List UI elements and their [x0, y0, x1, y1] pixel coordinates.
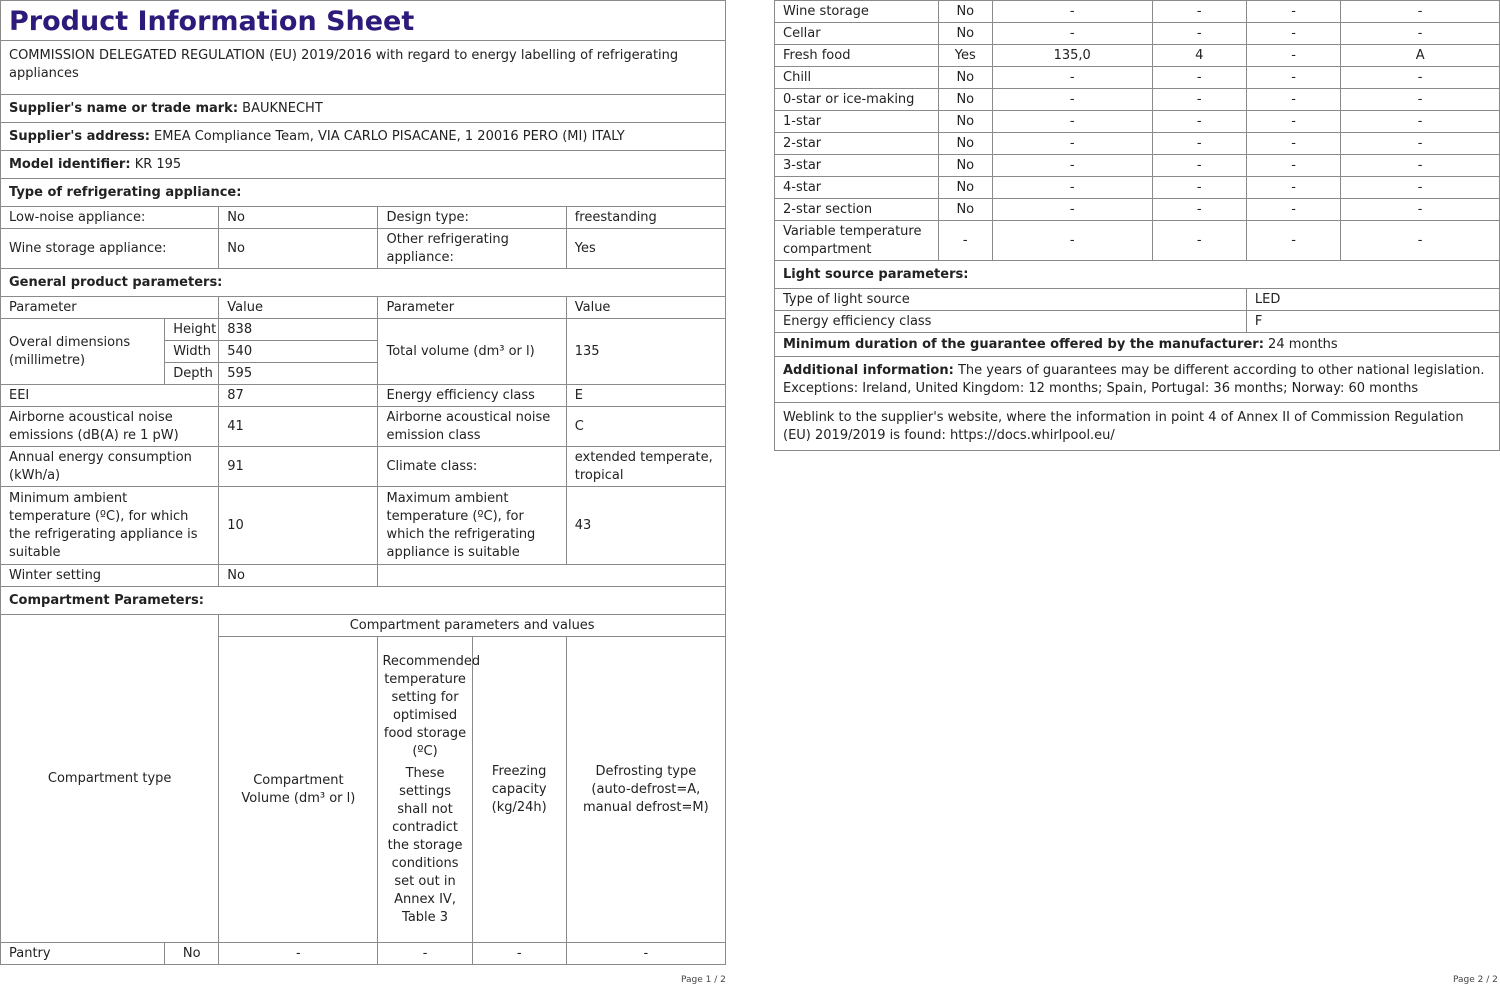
compartment-volume: -	[992, 111, 1152, 133]
sheet-title: Product Information Sheet	[1, 1, 726, 41]
wine-storage-label: Wine storage appliance:	[1, 229, 219, 269]
height-value: 838	[219, 319, 378, 341]
compartment-temp: -	[1152, 221, 1246, 261]
compartment-freezing: -	[1246, 45, 1340, 67]
pantry-present: No	[165, 943, 219, 965]
eei-value: 87	[219, 385, 378, 407]
param-header-1: Parameter	[1, 297, 219, 319]
width-label: Width	[165, 341, 219, 363]
noise-emission-label: Airborne acoustical noise emissions (dB(A) re 1 pW)	[1, 407, 219, 447]
wine-storage-value: No	[219, 229, 378, 269]
min-ambient-value: 10	[219, 487, 378, 565]
compartment-row	[775, 177, 1500, 199]
light-heading: Light source parameters:	[775, 261, 1500, 289]
compartment-defrost: -	[1341, 67, 1500, 89]
param-header-2: Parameter	[378, 297, 566, 319]
compartment-temp: -	[1152, 1, 1246, 23]
temp-header-note: These settings shall not contradict the storage conditions set out in Annex IV, Table 3	[387, 765, 463, 925]
weblink-row	[775, 403, 1500, 451]
supplier-address-row	[1, 123, 726, 151]
weblink-label: Weblink to the supplier's website, where the information in point 4 of Annex II of Commission Regulation (EU) 2019/2019 is found:	[783, 409, 1464, 443]
compartment-defrost: -	[1341, 89, 1500, 111]
energy-class-value: E	[566, 385, 725, 407]
compartment-row	[775, 67, 1500, 89]
winter-setting-value: No	[219, 565, 378, 587]
compartment-volume: -	[992, 221, 1152, 261]
compartment-freezing: -	[1246, 111, 1340, 133]
temp-header	[378, 637, 481, 943]
guarantee-row	[775, 333, 1500, 357]
compartment-type-header: Compartment type	[1, 615, 219, 943]
general-heading: General product parameters:	[1, 269, 726, 297]
annual-energy-value: 91	[219, 447, 378, 487]
compartment-temp: -	[1152, 111, 1246, 133]
compartment-freezing: -	[1246, 67, 1340, 89]
defrost-header: Defrosting type (auto-defrost=A, manual defrost=M)	[566, 637, 725, 943]
compartment-name: Chill	[775, 67, 939, 89]
compartment-temp: -	[1152, 89, 1246, 111]
light-type-value: LED	[1246, 289, 1499, 311]
compartment-volume: 135,0	[992, 45, 1152, 67]
height-label: Height	[165, 319, 219, 341]
type-heading: Type of refrigerating appliance:	[1, 179, 726, 207]
compartment-name: 2-star	[775, 133, 939, 155]
compartment-present: No	[938, 1, 992, 23]
compartment-freezing: -	[1246, 133, 1340, 155]
compartment-name: 0-star or ice-making	[775, 89, 939, 111]
compartment-present: No	[938, 133, 992, 155]
compartment-temp: -	[1152, 177, 1246, 199]
compartment-row	[775, 111, 1500, 133]
compartment-volume: -	[992, 199, 1152, 221]
page-number-1: Page 1 / 2	[681, 975, 726, 985]
winter-setting-label: Winter setting	[1, 565, 219, 587]
additional-info-row	[775, 357, 1500, 403]
weblink-url[interactable]: https://docs.whirlpool.eu/	[949, 427, 1115, 443]
eei-label: EEI	[1, 385, 219, 407]
noise-class-value: C	[566, 407, 725, 447]
guarantee-value: 24 months	[1268, 336, 1338, 352]
compartment-freezing: -	[1246, 199, 1340, 221]
compartment-temp: -	[1152, 155, 1246, 177]
pantry-defrost: -	[566, 943, 725, 965]
other-appliance-label: Other refrigerating appliance:	[378, 229, 566, 269]
compartment-volume: -	[992, 67, 1152, 89]
compartment-group-header: Compartment parameters and values	[219, 615, 726, 637]
model-label: Model identifier:	[9, 156, 131, 172]
compartment-rows	[775, 1, 1500, 261]
depth-value: 595	[219, 363, 378, 385]
compartment-row	[775, 133, 1500, 155]
pantry-temp: -	[378, 943, 472, 965]
compartment-defrost: -	[1341, 133, 1500, 155]
other-appliance-value: Yes	[566, 229, 725, 269]
max-ambient-value: 43	[566, 487, 725, 565]
supplier-name-value: BAUKNECHT	[242, 100, 323, 116]
compartment-name: Variable temperature compartment	[775, 221, 939, 261]
design-type-label: Design type:	[378, 207, 566, 229]
energy-class-label: Energy efficiency class	[378, 385, 566, 407]
compartment-freezing: -	[1246, 1, 1340, 23]
compartment-temp: 4	[1152, 45, 1246, 67]
compartment-table	[774, 0, 1500, 451]
compartment-present: No	[938, 177, 992, 199]
compartment-row	[775, 23, 1500, 45]
compartment-present: No	[938, 23, 992, 45]
depth-label: Depth	[165, 363, 219, 385]
volume-header: Compartment Volume (dm³ or l)	[219, 637, 378, 943]
additional-info-label: Additional information:	[783, 362, 954, 378]
compartment-defrost: -	[1341, 155, 1500, 177]
compartment-row	[775, 89, 1500, 111]
supplier-address-value: EMEA Compliance Team, VIA CARLO PISACANE, 1 20016 PERO (MI) ITALY	[154, 128, 625, 144]
compartment-defrost: -	[1341, 177, 1500, 199]
compartment-temp: -	[1152, 133, 1246, 155]
design-type-value: freestanding	[566, 207, 725, 229]
total-volume-label: Total volume (dm³ or l)	[378, 319, 566, 385]
compartment-defrost: A	[1341, 45, 1500, 67]
additional-info-value: The years of guarantees may be different according to other national legislation. Exceptions: Ireland, United Kingdom: 12 months; Spain, Portugal: 36 months; Norway: 60 months	[783, 362, 1485, 396]
compartment-volume: -	[992, 23, 1152, 45]
supplier-name-label: Supplier's name or trade mark:	[9, 100, 239, 116]
compartment-defrost: -	[1341, 23, 1500, 45]
compartment-name: Wine storage	[775, 1, 939, 23]
compartment-defrost: -	[1341, 1, 1500, 23]
compartment-name: 4-star	[775, 177, 939, 199]
compartment-present: Yes	[938, 45, 992, 67]
compartment-row	[775, 221, 1500, 261]
compartment-present: -	[938, 221, 992, 261]
value-header-2: Value	[566, 297, 725, 319]
value-header-1: Value	[219, 297, 378, 319]
product-info-table	[0, 0, 726, 965]
guarantee-label: Minimum duration of the guarantee offered by the manufacturer:	[783, 336, 1264, 352]
climate-class-label: Climate class:	[378, 447, 566, 487]
pantry-label: Pantry	[1, 943, 165, 965]
empty-cell	[378, 565, 726, 587]
noise-emission-value: 41	[219, 407, 378, 447]
compartment-freezing: -	[1246, 221, 1340, 261]
compartment-volume: -	[992, 133, 1152, 155]
compartment-present: No	[938, 89, 992, 111]
light-class-label: Energy efficiency class	[775, 311, 1247, 333]
compartment-present: No	[938, 67, 992, 89]
page-1	[0, 0, 726, 965]
compartment-present: No	[938, 199, 992, 221]
compartment-name: 3-star	[775, 155, 939, 177]
low-noise-label: Low-noise appliance:	[1, 207, 219, 229]
compartment-freezing: -	[1246, 177, 1340, 199]
compartment-volume: -	[992, 155, 1152, 177]
compartment-defrost: -	[1341, 199, 1500, 221]
dimensions-label: Overal dimensions (millimetre)	[1, 319, 165, 385]
compartment-volume: -	[992, 89, 1152, 111]
compartment-name: 2-star section	[775, 199, 939, 221]
model-value: KR 195	[134, 156, 182, 172]
compartment-freezing: -	[1246, 89, 1340, 111]
compartment-defrost: -	[1341, 221, 1500, 261]
annual-energy-label: Annual energy consumption (kWh/a)	[1, 447, 219, 487]
total-volume-value: 135	[566, 319, 725, 385]
compartment-name: Cellar	[775, 23, 939, 45]
compartment-row	[775, 1, 1500, 23]
pantry-freezing: -	[472, 943, 566, 965]
low-noise-value: No	[219, 207, 378, 229]
compartment-row	[775, 199, 1500, 221]
page-number-2: Page 2 / 2	[1453, 975, 1498, 985]
compartment-present: No	[938, 155, 992, 177]
compartment-volume: -	[992, 177, 1152, 199]
compartment-volume: -	[992, 1, 1152, 23]
compartment-name: Fresh food	[775, 45, 939, 67]
compartment-row	[775, 155, 1500, 177]
min-ambient-label: Minimum ambient temperature (ºC), for which the refrigerating appliance is suitable	[1, 487, 219, 565]
page-2	[774, 0, 1500, 451]
compartment-temp: -	[1152, 199, 1246, 221]
compartment-temp: -	[1152, 23, 1246, 45]
light-class-value: F	[1246, 311, 1499, 333]
max-ambient-label: Maximum ambient temperature (ºC), for which the refrigerating appliance is suitable	[378, 487, 566, 565]
noise-class-label: Airborne acoustical noise emission class	[378, 407, 566, 447]
pantry-volume: -	[219, 943, 378, 965]
width-value: 540	[219, 341, 378, 363]
compartment-name: 1-star	[775, 111, 939, 133]
compartment-defrost: -	[1341, 111, 1500, 133]
compartment-row	[775, 45, 1500, 67]
compartment-freezing: -	[1246, 155, 1340, 177]
regulation-text: COMMISSION DELEGATED REGULATION (EU) 2019/2016 with regard to energy labelling of refrigerating appliances	[1, 41, 726, 95]
freezing-header: Freezing capacity (kg/24h)	[472, 637, 566, 943]
supplier-name-row	[1, 95, 726, 123]
supplier-address-label: Supplier's address:	[9, 128, 150, 144]
compartment-temp: -	[1152, 67, 1246, 89]
compartment-present: No	[938, 111, 992, 133]
light-type-label: Type of light source	[775, 289, 1247, 311]
compartment-heading: Compartment Parameters:	[1, 587, 726, 615]
climate-class-value: extended temperate, tropical	[566, 447, 725, 487]
compartment-freezing: -	[1246, 23, 1340, 45]
model-row	[1, 151, 726, 179]
temp-header-text: Recommended temperature setting for optimised food storage (ºC)	[382, 653, 481, 759]
